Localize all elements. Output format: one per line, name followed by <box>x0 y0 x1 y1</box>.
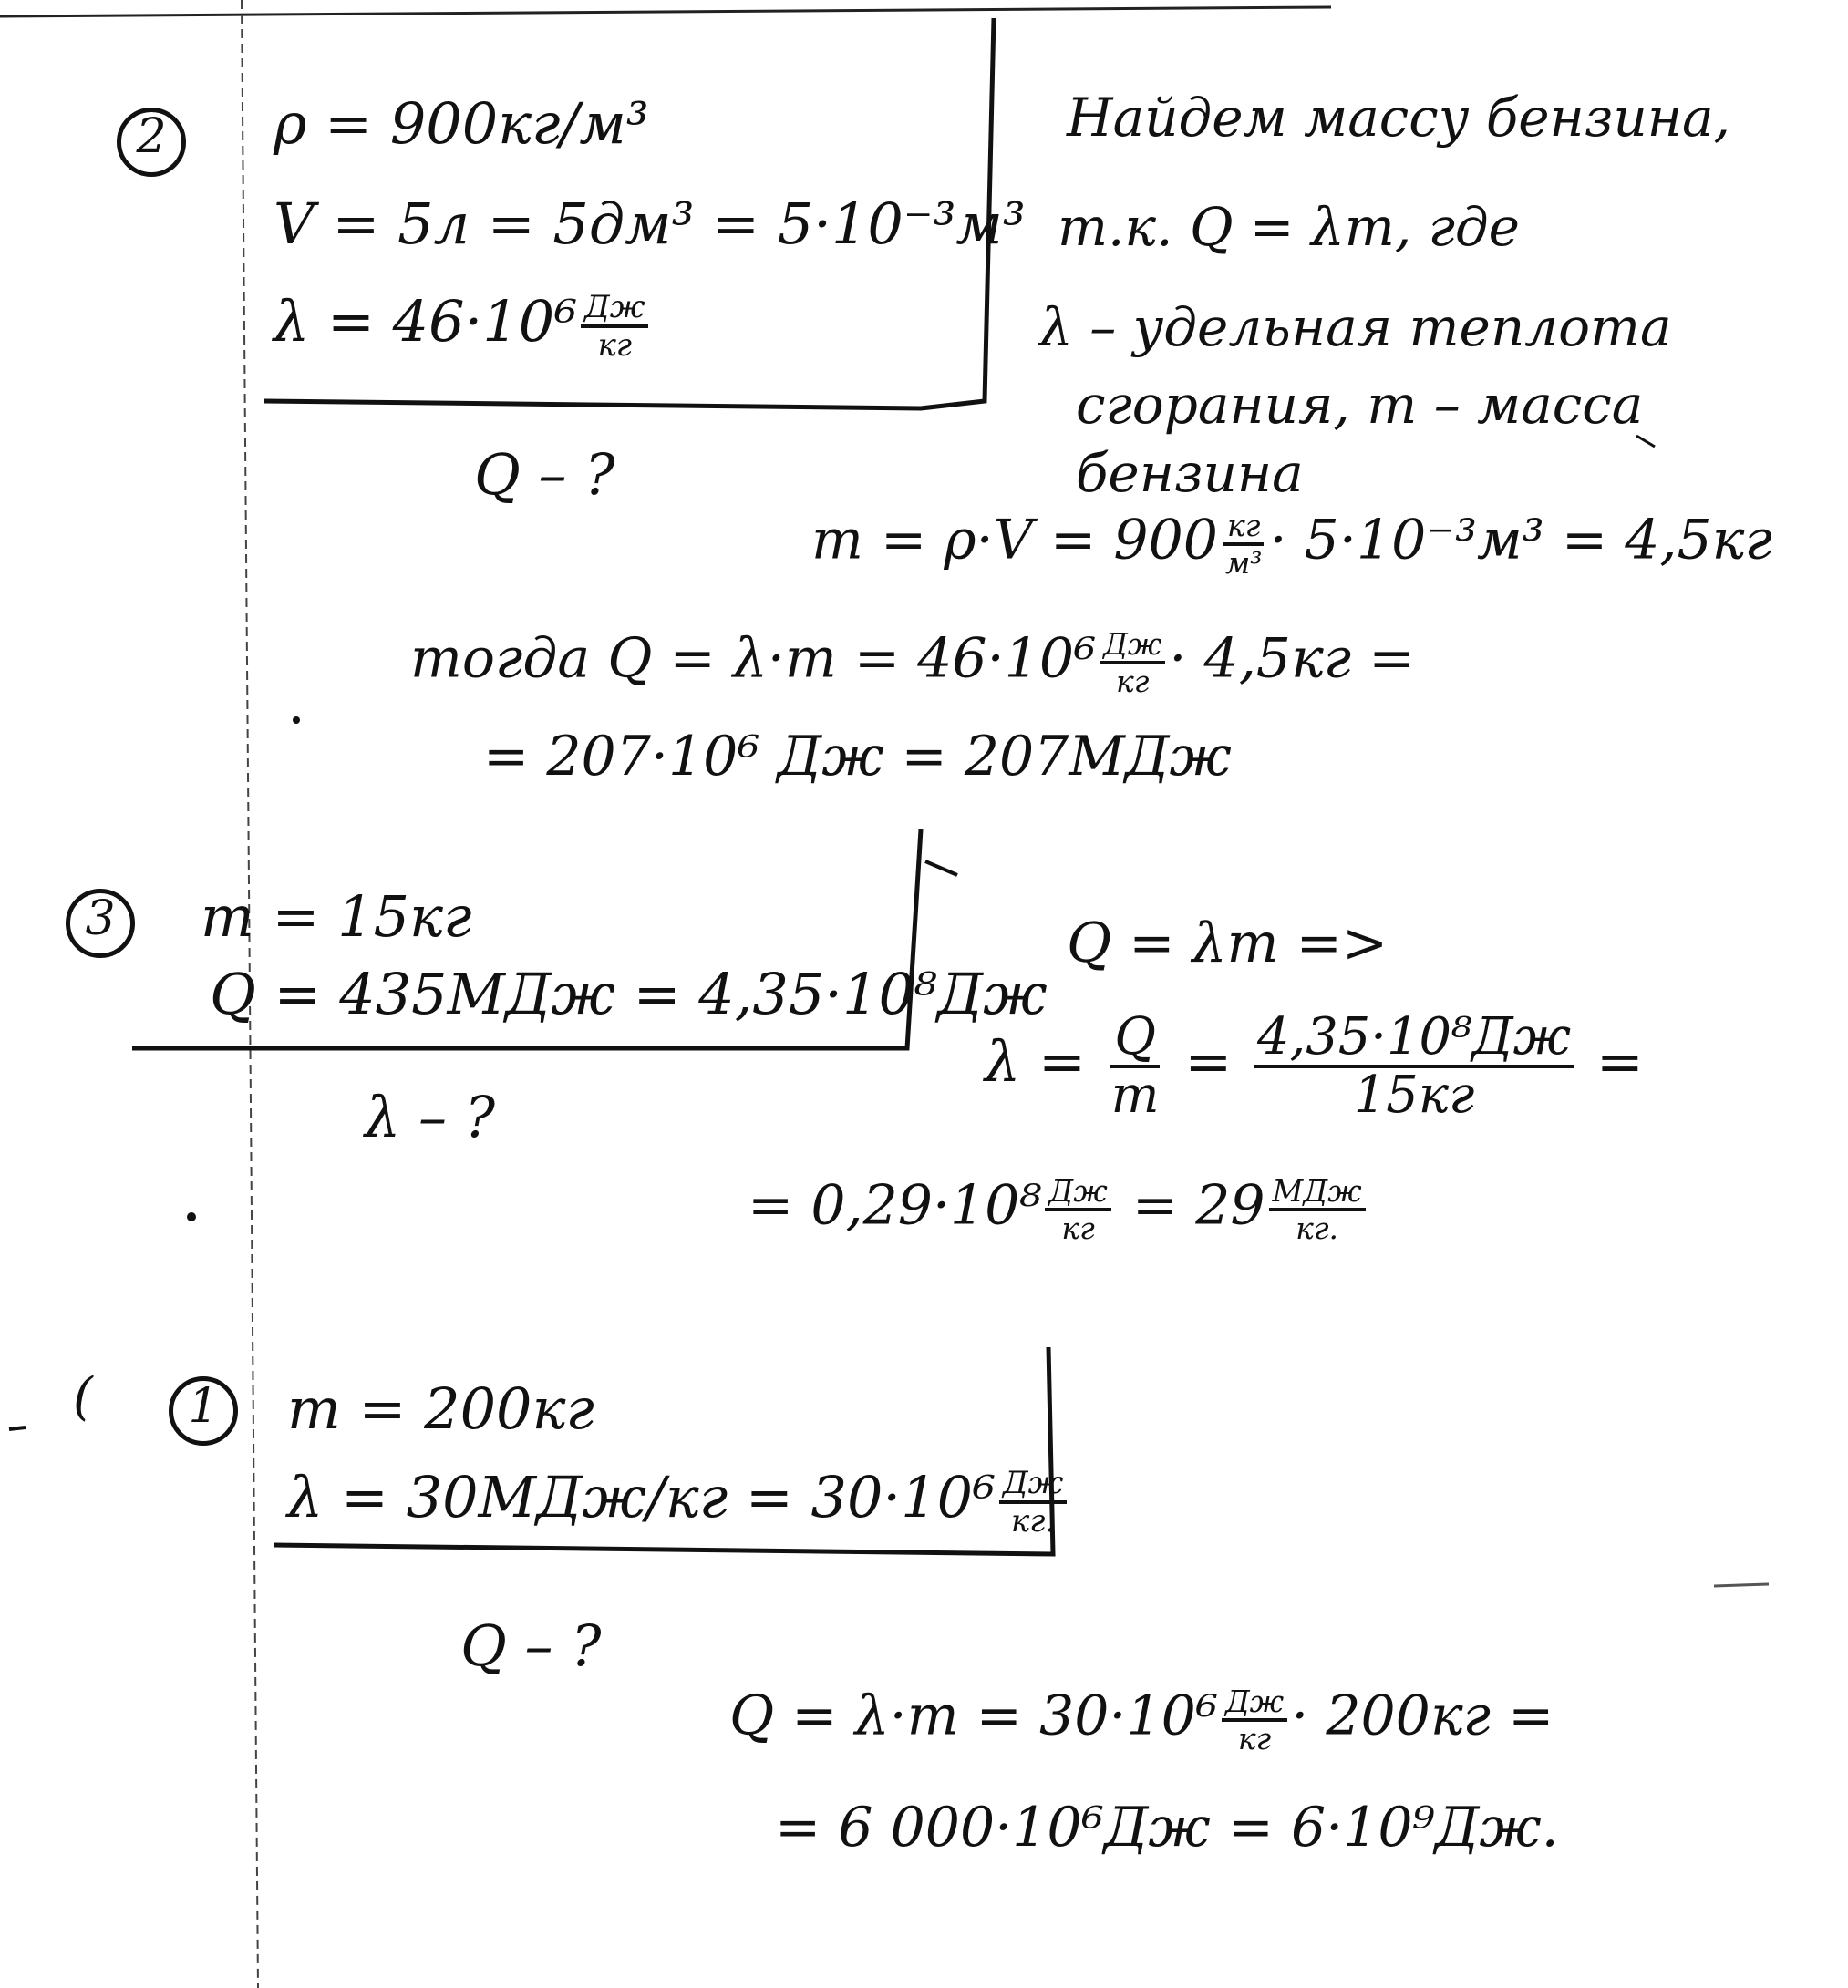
problem1-number: 1 <box>188 1379 219 1434</box>
problem2-explanation-line1: Найдем массу бензина, <box>1067 87 1730 149</box>
problem2-number: 2 <box>136 109 167 164</box>
unit-denominator: кг. <box>1010 1503 1056 1540</box>
unit-denominator: кг <box>597 327 633 365</box>
problem1-lambda-prefix: λ = 30МДж/кг = 30·10⁶ <box>287 1464 996 1531</box>
problem2-given-lambda <box>274 288 652 365</box>
unit-numerator: МДж <box>1269 1176 1366 1211</box>
lambda-suffix: = <box>1595 1027 1644 1095</box>
unit-numerator: Дж <box>1222 1686 1287 1722</box>
result-mid: = 29 <box>1131 1173 1265 1238</box>
top-edge-line <box>0 7 1331 16</box>
calc-unit <box>1222 1686 1287 1754</box>
heat-prefix: тогда Q = λ·m = 46·10⁶ <box>410 626 1097 691</box>
value-fraction <box>1254 1007 1574 1125</box>
problem1-find: Q – ? <box>460 1612 602 1679</box>
unit-denominator: кг <box>1061 1210 1095 1246</box>
problem3-lambda-calc: λ = $\frac{Q}{m}$ = $\frac{\text{4,35·10⁸Дж}}{15кг}$ = <box>985 1007 1644 1125</box>
problem1-lambda-unit <box>999 1465 1067 1540</box>
problem2-result: = 207·10⁶ Дж = 207МДж <box>483 725 1232 788</box>
problem3-find: λ – ? <box>365 1084 495 1150</box>
problem3-result <box>748 1173 1369 1246</box>
problem1-given-lambda <box>287 1464 1070 1540</box>
heat-suffix: · 4,5кг = <box>1169 626 1415 691</box>
unit-numerator: Дж <box>581 292 648 328</box>
problem2-explanation-line2: т.к. Q = λm, где <box>1058 196 1520 258</box>
problem2-lambda-prefix: λ = 46·10⁶ <box>274 288 578 355</box>
unit-numerator: Дж <box>1100 629 1165 664</box>
calc-prefix: Q = λ·m = 30·10⁶ <box>729 1684 1218 1748</box>
problem3-given-heat: Q = 435МДж = 4,35·10⁸Дж <box>210 961 1048 1027</box>
fraction-numerator: Q <box>1110 1012 1160 1068</box>
result-unit-1 <box>1045 1173 1110 1246</box>
problem2-given-volume: V = 5л = 5дм³ = 5·10⁻³м³ <box>274 191 1026 257</box>
q-over-m <box>1108 1007 1163 1125</box>
problem3-number: 3 <box>85 891 116 946</box>
problem2-mass-calc <box>811 508 1772 581</box>
result-prefix: = 0,29·10⁸ <box>748 1173 1042 1238</box>
problem1-given-mass: m = 200кг <box>287 1375 594 1442</box>
problem2-heat-calc <box>410 626 1415 699</box>
density-unit <box>1222 508 1266 581</box>
mass-suffix: · 5·10⁻³м³ = 4,5кг <box>1269 508 1772 572</box>
problem2-given-rho: ρ = 900кг/м³ <box>274 90 649 157</box>
heat-unit <box>1100 626 1165 699</box>
problem2-explanation-line4: сгорания, m – масса <box>1076 374 1644 436</box>
problem3-formula: Q = λm => <box>1067 912 1389 975</box>
unit-denominator: м³ <box>1224 545 1263 581</box>
mass-prefix: m = ρ·V = 900 <box>811 508 1218 572</box>
unit-numerator: кг <box>1223 510 1264 546</box>
unit-denominator: кг. <box>1296 1210 1339 1246</box>
fraction-numerator: 4,35·10⁸Дж <box>1254 1012 1574 1068</box>
fraction-denominator: 15кг <box>1353 1065 1475 1125</box>
problem1-open-paren: ( <box>73 1367 93 1427</box>
unit-denominator: кг <box>1237 1721 1272 1756</box>
problem3-given-mass: m = 15кг <box>201 883 472 950</box>
fraction-denominator: m <box>1110 1065 1160 1125</box>
problem1-result: = 6 000·10⁶Дж = 6·10⁹Дж. <box>775 1796 1559 1859</box>
problem2-explanation-line3: λ – удельная теплота <box>1039 296 1672 358</box>
lambda-prefix: λ = <box>985 1027 1086 1095</box>
problem1-calc <box>729 1686 1554 1754</box>
unit-numerator: Дж <box>1045 1176 1110 1211</box>
result-unit-2 <box>1269 1173 1366 1246</box>
problem2-lambda-unit <box>581 289 648 365</box>
problem2-explanation-line5: бензина <box>1076 442 1304 504</box>
calc-suffix: · 200кг = <box>1291 1684 1554 1748</box>
problem2-find: Q – ? <box>474 441 615 508</box>
unit-numerator: Дж <box>999 1468 1067 1504</box>
unit-denominator: кг <box>1116 664 1150 699</box>
